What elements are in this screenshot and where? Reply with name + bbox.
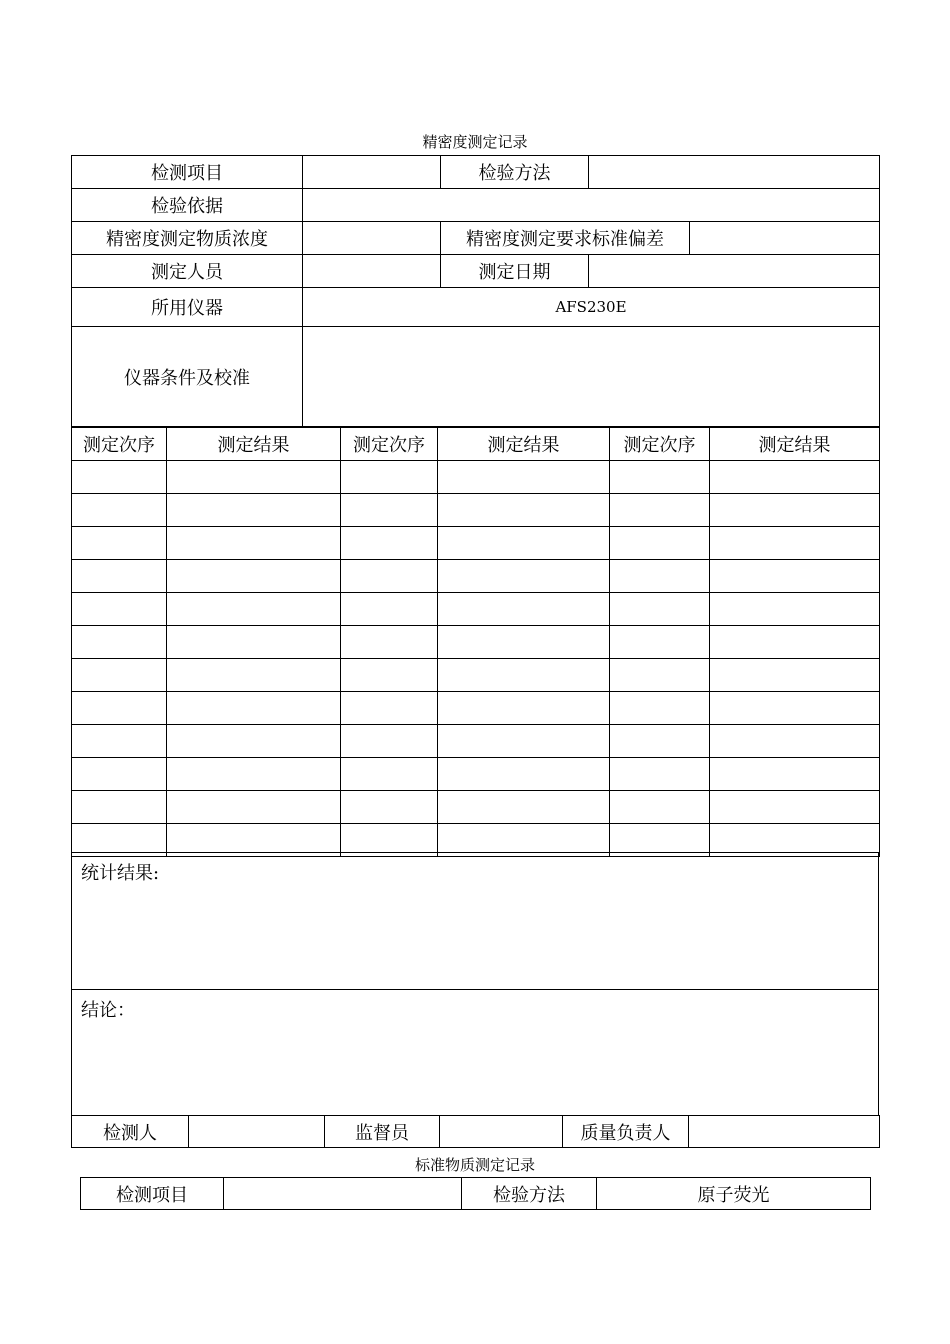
sequence-cell[interactable] [341, 494, 438, 527]
result-cell[interactable] [710, 527, 880, 560]
result-cell[interactable] [710, 560, 880, 593]
sequence-cell[interactable] [610, 659, 710, 692]
sequence-cell[interactable] [72, 791, 167, 824]
table-row [72, 725, 880, 758]
standard-item-field[interactable] [224, 1178, 462, 1210]
quality-manager-label: 质量负责人 [563, 1116, 689, 1148]
sequence-cell[interactable] [341, 725, 438, 758]
std-dev-label: 精密度测定要求标准偏差 [441, 222, 690, 255]
results-table [71, 426, 880, 857]
concentration-label: 精密度测定物质浓度 [72, 222, 303, 255]
standard-item-label: 检测项目 [81, 1178, 224, 1210]
quality-manager-signature-field[interactable] [689, 1116, 880, 1148]
standard-method-label: 检验方法 [462, 1178, 597, 1210]
sequence-cell[interactable] [72, 494, 167, 527]
sequence-cell[interactable] [341, 758, 438, 791]
conditions-label: 仪器条件及校准 [72, 327, 303, 428]
basis-label: 检验依据 [72, 189, 303, 222]
result-cell[interactable] [438, 593, 610, 626]
result-cell[interactable] [438, 527, 610, 560]
result-cell[interactable] [438, 560, 610, 593]
basis-field[interactable] [303, 189, 880, 222]
result-cell[interactable] [710, 461, 880, 494]
result-cell[interactable] [167, 461, 341, 494]
table-row [72, 758, 880, 791]
result-cell[interactable] [167, 725, 341, 758]
sequence-cell[interactable] [72, 626, 167, 659]
result-cell[interactable] [438, 626, 610, 659]
sequence-cell[interactable] [610, 494, 710, 527]
result-cell[interactable] [167, 560, 341, 593]
column-header: 测定结果 [438, 427, 610, 461]
sequence-cell[interactable] [341, 560, 438, 593]
table-row [72, 560, 880, 593]
table-row [72, 692, 880, 725]
sequence-cell[interactable] [610, 461, 710, 494]
table-row [72, 461, 880, 494]
method-field[interactable] [589, 156, 880, 189]
table-row [72, 659, 880, 692]
header-table [71, 155, 880, 428]
result-cell[interactable] [438, 659, 610, 692]
person-label: 测定人员 [72, 255, 303, 288]
sequence-cell[interactable] [610, 725, 710, 758]
table-row [72, 791, 880, 824]
notes-table [71, 852, 879, 1116]
table-row [72, 494, 880, 527]
result-cell[interactable] [438, 791, 610, 824]
sequence-cell[interactable] [341, 593, 438, 626]
sequence-cell[interactable] [610, 560, 710, 593]
supervisor-label: 监督员 [325, 1116, 440, 1148]
result-cell[interactable] [167, 659, 341, 692]
date-label: 测定日期 [441, 255, 589, 288]
column-header: 测定次序 [610, 427, 710, 461]
result-cell[interactable] [710, 791, 880, 824]
result-cell[interactable] [167, 494, 341, 527]
date-field[interactable] [589, 255, 880, 288]
table-row [72, 593, 880, 626]
result-cell[interactable] [438, 461, 610, 494]
standard-form-title: 标准物质测定记录 [414, 1156, 535, 1174]
sequence-cell[interactable] [610, 791, 710, 824]
result-cell[interactable] [167, 527, 341, 560]
sequence-cell[interactable] [610, 527, 710, 560]
standard-table [80, 1177, 871, 1210]
item-field[interactable] [303, 156, 441, 189]
result-cell[interactable] [167, 626, 341, 659]
method-label: 检验方法 [441, 156, 589, 189]
result-cell[interactable] [438, 725, 610, 758]
conditions-field[interactable] [303, 327, 880, 428]
sequence-cell[interactable] [341, 527, 438, 560]
sequence-cell[interactable] [72, 593, 167, 626]
sequence-cell[interactable] [341, 626, 438, 659]
column-header: 测定次序 [72, 427, 167, 461]
result-cell[interactable] [710, 692, 880, 725]
supervisor-signature-field[interactable] [440, 1116, 563, 1148]
column-header: 测定结果 [710, 427, 880, 461]
std-dev-field[interactable] [690, 222, 880, 255]
instrument-label: 所用仪器 [72, 288, 303, 327]
sequence-cell[interactable] [341, 461, 438, 494]
sequence-cell[interactable] [72, 725, 167, 758]
item-label: 检测项目 [72, 156, 303, 189]
result-cell[interactable] [710, 593, 880, 626]
column-header: 测定结果 [167, 427, 341, 461]
result-cell[interactable] [438, 692, 610, 725]
sequence-cell[interactable] [72, 692, 167, 725]
sequence-cell[interactable] [72, 560, 167, 593]
sequence-cell[interactable] [72, 527, 167, 560]
result-cell[interactable] [438, 494, 610, 527]
sequence-cell[interactable] [72, 758, 167, 791]
concentration-field[interactable] [303, 222, 441, 255]
result-cell[interactable] [710, 626, 880, 659]
sequence-cell[interactable] [610, 758, 710, 791]
sequence-cell[interactable] [72, 659, 167, 692]
tester-label: 检测人 [72, 1116, 189, 1148]
sequence-cell[interactable] [610, 692, 710, 725]
result-cell[interactable] [710, 725, 880, 758]
sequence-cell[interactable] [341, 791, 438, 824]
sequence-cell[interactable] [610, 593, 710, 626]
result-cell[interactable] [710, 758, 880, 791]
tester-signature-field[interactable] [189, 1116, 325, 1148]
result-cell[interactable] [167, 593, 341, 626]
stats-label: 统计结果: [81, 863, 160, 884]
sequence-cell[interactable] [72, 461, 167, 494]
instrument-field[interactable]: AFS230E [303, 288, 880, 327]
stats-cell[interactable] [72, 853, 879, 990]
conclusion-label: 结论： [81, 1000, 135, 1021]
signature-table [71, 1115, 880, 1148]
standard-method-field[interactable]: 原子荧光 [597, 1178, 871, 1210]
result-cell[interactable] [167, 791, 341, 824]
conclusion-cell[interactable] [72, 990, 879, 1116]
person-field[interactable] [303, 255, 441, 288]
sequence-cell[interactable] [341, 659, 438, 692]
form-title: 精密度测定记录 [422, 133, 528, 151]
result-cell[interactable] [167, 692, 341, 725]
sequence-cell[interactable] [341, 692, 438, 725]
table-row [72, 527, 880, 560]
column-header: 测定次序 [341, 427, 438, 461]
result-cell[interactable] [438, 758, 610, 791]
sequence-cell[interactable] [610, 626, 710, 659]
table-row [72, 626, 880, 659]
result-cell[interactable] [710, 659, 880, 692]
result-cell[interactable] [167, 758, 341, 791]
results-header-row [72, 427, 880, 461]
result-cell[interactable] [710, 494, 880, 527]
